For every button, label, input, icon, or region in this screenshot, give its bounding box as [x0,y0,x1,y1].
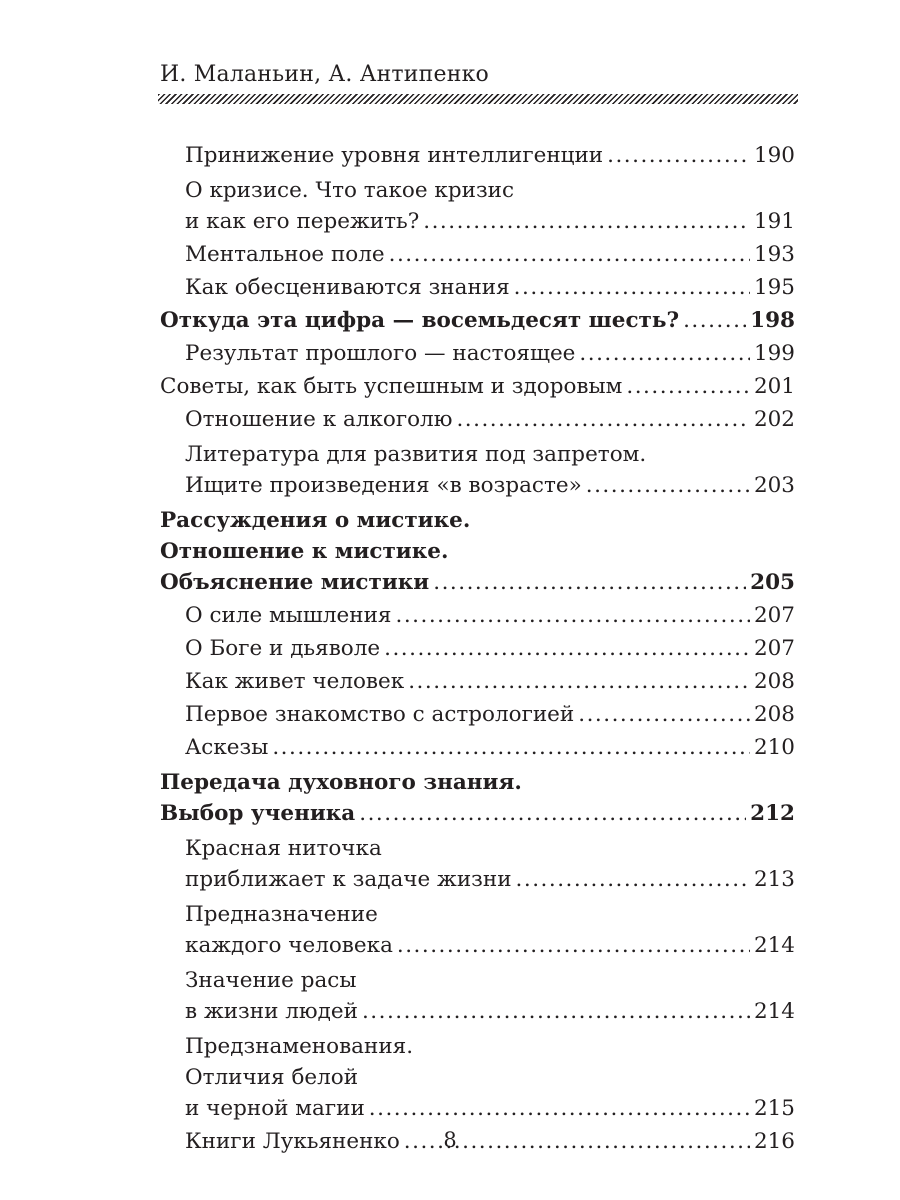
toc-entry-title: Ментальное поле [185,242,385,267]
toc-entry-title: Откуда эта цифра — восемьдесят шесть? [160,308,680,333]
toc-entry [160,305,795,336]
toc-entry-title-line: Рассуждения о мистике. [160,508,471,533]
toc-entry-page: 208 [753,702,795,727]
dot-leader [683,305,746,336]
toc-entry-leader-line [185,930,795,961]
toc-entry-page: 207 [753,636,795,661]
toc-entry-leader-line [160,371,795,402]
toc-entry [160,404,795,435]
dot-leader [389,239,750,270]
toc-entry-title: О силе мышления [185,603,392,628]
toc-entry-page: 191 [753,209,795,234]
dot-leader [362,996,750,1027]
toc-entry [160,371,795,402]
dot-leader [384,633,750,664]
table-of-contents [160,140,795,1157]
toc-entry [160,633,795,664]
toc-entry-page: 207 [753,603,795,628]
toc-entry [160,732,795,763]
toc-entry-page: 195 [753,275,795,300]
toc-entry-leader-line [185,864,795,895]
dot-leader [369,1093,750,1124]
toc-entry [160,338,795,369]
dot-leader [272,732,750,763]
toc-entry-leader-line [160,305,795,336]
header-rule [158,94,798,104]
toc-entry-title: каждого человека [185,933,393,958]
dot-leader [423,206,750,237]
toc-entry-title-line: Предзнаменования. [185,1034,414,1059]
toc-entry-title: и как его пережить? [185,209,420,234]
toc-entry-leader-line [185,1093,795,1124]
dot-leader [514,272,750,303]
toc-entry-title-line: О кризисе. Что такое кризис [185,178,515,203]
toc-entry-title-line: Отношение к мистике. [160,539,449,564]
dot-leader [408,666,750,697]
toc-entry-title: и черной магии [185,1096,365,1121]
toc-entry-leader-line [185,470,795,501]
page-number: 8 [443,1128,457,1152]
toc-entry-title: Книги Лукьяненко [185,1129,400,1154]
toc-entry-title: приближает к задаче жизни [185,867,512,892]
toc-entry-title-line: Отличия белой [185,1065,359,1090]
dot-leader [626,371,750,402]
toc-entry-title: Результат прошлого — настоящее [185,341,576,366]
dot-leader [456,404,750,435]
toc-entry-page: 203 [753,473,795,498]
toc-entry-title: Ищите произведения «в возрасте» [185,473,582,498]
toc-entry [160,1031,795,1124]
toc-entry-leader-line [160,567,795,598]
toc-entry-leader-line [160,798,795,829]
toc-entry [160,699,795,730]
toc-entry [160,175,795,237]
toc-entry-title: Как обесцениваются знания [185,275,510,300]
toc-entry-title: Советы, как быть успешным и здоровым [160,374,623,399]
toc-entry-title-line: Значение расы [185,968,357,993]
dot-leader [607,140,750,171]
toc-entry-page: 215 [753,1096,795,1121]
dot-leader [586,470,750,501]
dot-leader [516,864,750,895]
toc-entry-leader-line [185,272,795,303]
toc-entry-page: 213 [753,867,795,892]
toc-entry-leader-line [185,996,795,1027]
toc-entry [160,666,795,697]
toc-entry-title: О Боге и дьяволе [185,636,381,661]
toc-entry-leader-line [185,140,795,171]
toc-entry-title-line: Предназначение [185,902,378,927]
toc-entry-page: 205 [750,570,795,595]
toc-entry [160,140,795,171]
toc-entry-title: Как живет человек [185,669,405,694]
toc-entry-page: 210 [753,735,795,760]
toc-entry-leader-line [185,666,795,697]
toc-entry-page: 201 [753,374,795,399]
toc-entry [160,767,795,829]
toc-entry-page: 214 [753,933,795,958]
dot-leader [359,798,746,829]
dot-leader [433,567,746,598]
toc-entry-page: 216 [753,1129,795,1154]
toc-entry-page: 214 [753,999,795,1024]
toc-entry-leader-line [185,404,795,435]
dot-leader [579,338,750,369]
toc-entry-page: 193 [753,242,795,267]
toc-entry [160,439,795,501]
toc-entry-title-line: Передача духовного знания. [160,770,522,795]
toc-entry-page: 202 [753,407,795,432]
toc-entry [160,505,795,598]
toc-entry [160,239,795,270]
toc-entry-leader-line [185,600,795,631]
toc-entry [160,600,795,631]
toc-entry-leader-line [185,699,795,730]
dot-leader [397,930,750,961]
toc-entry-leader-line [185,633,795,664]
toc-entry-title: Аскезы [185,735,269,760]
toc-entry-leader-line [185,206,795,237]
toc-entry-title: в жизни людей [185,999,358,1024]
toc-entry-leader-line [185,338,795,369]
running-header-authors: И. Маланьин, А. Антипенко [160,62,490,87]
toc-entry [160,833,795,895]
toc-entry-page: 212 [750,801,795,826]
toc-entry-page: 198 [750,308,795,333]
toc-entry-title: Выбор ученика [160,801,356,826]
toc-entry-title: Принижение уровня интеллигенции [185,143,604,168]
toc-entry-title-line: Красная ниточка [185,836,382,861]
toc-entry-title: Первое знакомство с астрологией [185,702,575,727]
toc-entry [160,965,795,1027]
toc-entry [160,899,795,961]
toc-entry [160,272,795,303]
toc-entry-title-line: Литература для развития под запретом. [185,442,647,467]
toc-entry-page: 199 [753,341,795,366]
toc-entry-title: Отношение к алкоголю [185,407,453,432]
dot-leader [578,699,750,730]
dot-leader [395,600,749,631]
toc-entry-page: 208 [753,669,795,694]
toc-entry-leader-line [185,732,795,763]
toc-entry-leader-line [185,239,795,270]
toc-entry-page: 190 [753,143,795,168]
toc-entry-title: Объяснение мистики [160,570,430,595]
